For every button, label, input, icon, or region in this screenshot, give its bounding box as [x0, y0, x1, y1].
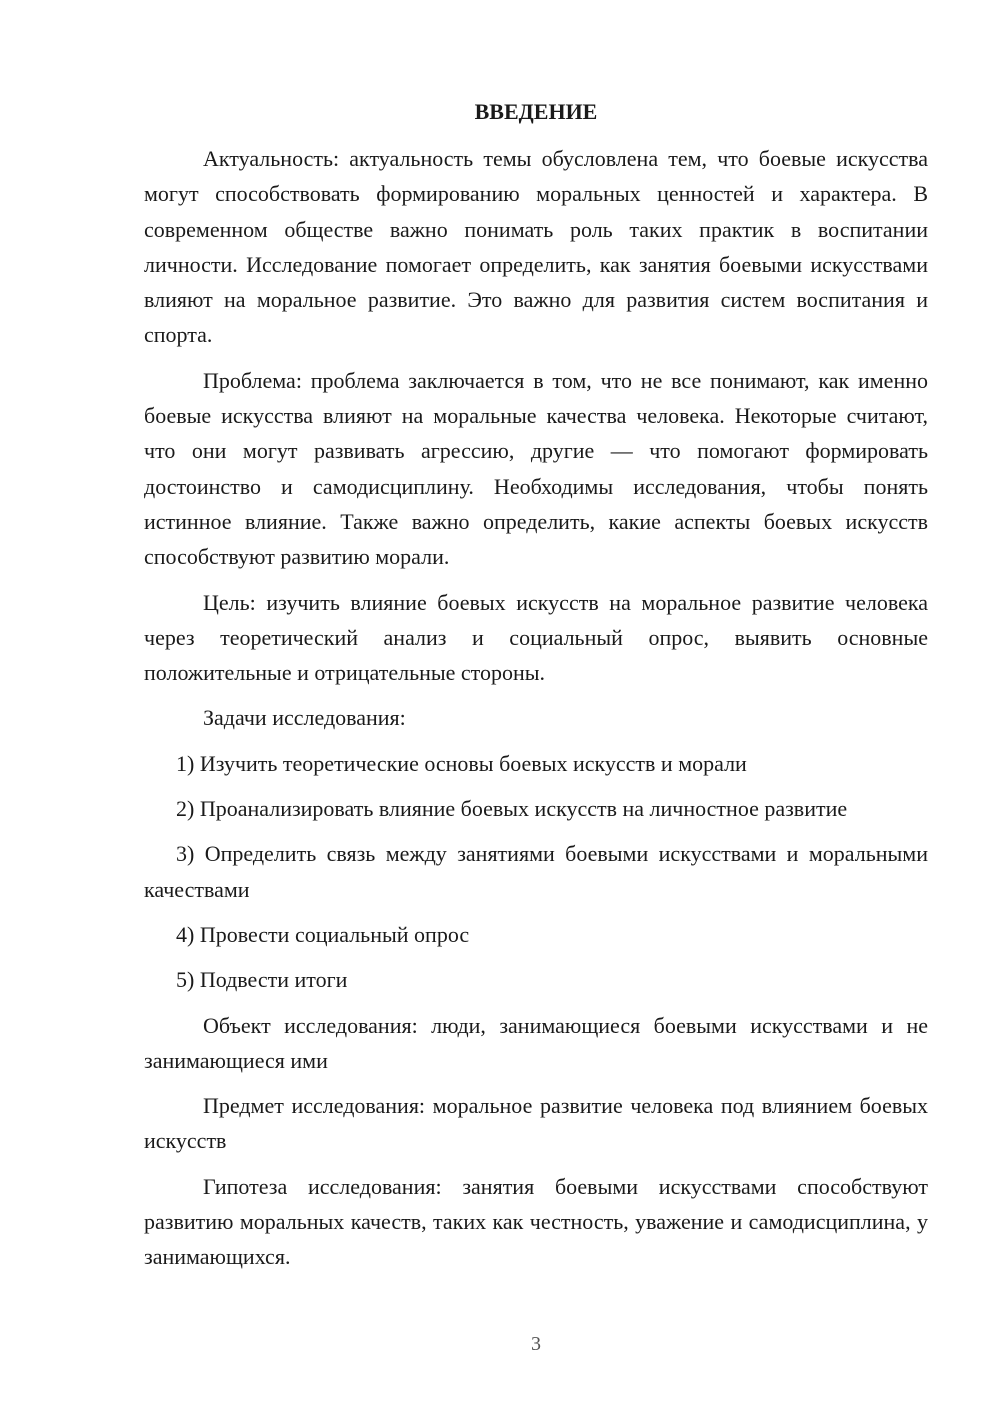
- document-page: [144, 94, 928, 1285]
- problem-paragraph: Проблема: проблема заключается в том, что не все понимают, как именно боевые искусства влияют на моральные качества человека. Некоторые считают, что они могут развивать агрессию, другие — что помогают формировать достоинство и самодисциплину. Необходимы исследования, чтобы понять истинное влияние. Также важно определить, какие аспекты боевых искусств способствуют развитию морали.: [144, 367, 928, 570]
- subject-paragraph: Предмет исследования: моральное развитие человека под влиянием боевых искусств: [144, 1093, 928, 1154]
- page-number: 3: [531, 1333, 541, 1355]
- tasks-heading: Задачи исследования:: [203, 705, 406, 731]
- goal-paragraph: Цель: изучить влияние боевых искусств на моральное развитие человека через теоретический анализ и социальный опрос, выявить основные положительные и отрицательные стороны.: [144, 589, 928, 686]
- task-item-4: 4) Провести социальный опрос: [176, 921, 470, 947]
- hypothesis-paragraph: Гипотеза исследования: занятия боевыми искусствами способствуют развитию моральных качеств, таких как честность, уважение и самодисциплина, у занимающихся.: [144, 1173, 928, 1270]
- relevance-paragraph: Актуальность: актуальность темы обусловлена тем, что боевые искусства могут способствовать формированию моральных ценностей и характера. В современном обществе важно понимать роль таких практик в воспитании личности. Исследование помогает определить, как занятия боевыми искусствами влияют на моральное развитие. Это важно для развития систем воспитания и спорта.: [144, 146, 928, 348]
- task-item-3: 3) Определить связь между занятиями боевыми искусствами и моральными качествами: [144, 841, 928, 902]
- task-item-1: 1) Изучить теоретические основы боевых искусств и морали: [176, 750, 747, 776]
- section-title: ВВЕДЕНИЕ: [474, 99, 598, 124]
- task-item-5: 5) Подвести итоги: [176, 967, 348, 993]
- task-item-2: 2) Проанализировать влияние боевых искусств на личностное развитие: [176, 796, 848, 822]
- object-paragraph: Объект исследования: люди, занимающиеся боевыми искусствами и не занимающиеся ими: [144, 1012, 928, 1073]
